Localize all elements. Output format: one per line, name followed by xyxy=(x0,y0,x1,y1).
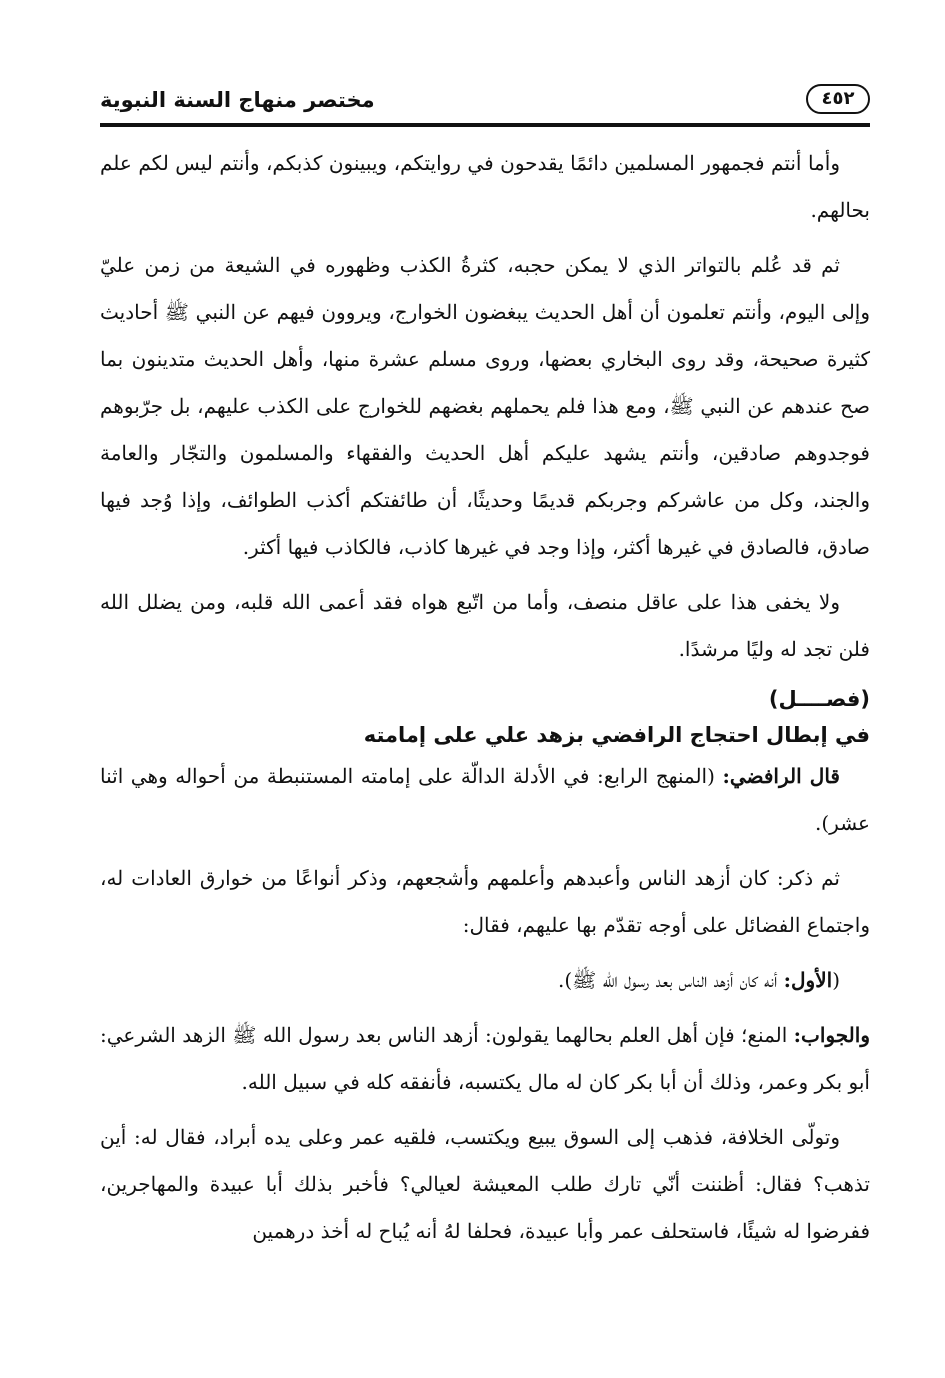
paragraph xyxy=(100,1012,870,1106)
paragraph xyxy=(100,957,870,1004)
point-label: الأول: xyxy=(783,968,833,992)
answer-label: والجواب: xyxy=(793,1023,870,1047)
page-header xyxy=(100,84,870,124)
paragraph: ثم قد عُلم بالتواتر الذي لا يمكن حجبه، كثرةُ الكذب وظهوره في الشيعة من زمن عليّ وإلى اليوم، وأنتم تعلمون أن أهل الحديث يبغضون الخوارج، ويروون فيهم عن النبي ﷺ أحاديث كثيرة صحيحة، وقد روى البخاري بعضها، وروى مسلم عشرة منها، وأهل الحديث متدينون بما صح عندهم عن النبي ﷺ، ومع هذا فلم يحملهم بغضهم للخوارج على الكذب عليهم، بل جرّبوهم فوجدوهم صادقين، وأنتم يشهد عليكم أهل الحديث والفقهاء والمسلمون والتجّار والعامة والجند، وكل من عاشركم وجربكم قديمًا وحديثًا، أن طائفتكم أكذب الطوائف، وإذا وُجد فيها صادق، فالصادق في غيرها أكثر، وإذا وجد في غيرها كاذب، فالكاذب فيها أكثر. xyxy=(100,253,870,559)
section-title: في إبطال احتجاج الرافضي بزهد علي على إمامته xyxy=(363,723,870,747)
paragraph: ثم ذكر: كان أزهد الناس وأعبدهم وأعلمهم وأشجعهم، وذكر أنواعًا من خوارق العادات له، واجتماع الفضائل على أوجه تقدّم بها عليهم، فقال: xyxy=(100,866,870,937)
paragraph-text: أنه كان أزهد الناس بعد رسول الله ﷺ). xyxy=(558,968,784,992)
speaker-label: قال الرافضي: xyxy=(722,764,840,788)
paragraph: وتولّى الخلافة، فذهب إلى السوق يبيع ويكتسب، فلقيه عمر وعلى يده أبراد، فقال له: أين تذهب؟ فقال: أظننت أنّي تارك طلب المعيشة لعيالي؟ فأخبر بذلك أبا عبيدة والمهاجرين، ففرضوا له شيئًا، فاستحلف عمر وأبا عبيدة، فحلفا لهُ أنه يُباح له أخذ درهمين xyxy=(100,1125,870,1243)
paragraph-text: المنع؛ فإن أهل العلم بحالهما يقولون: أزهد الناس بعد رسول الله ﷺ الزهد الشرعي: أبو بكر وعمر، وذلك أن أبا بكر كان له مال يكتسبه، فأنفقه كله في سبيل الله. xyxy=(99,1023,870,1094)
header-divider xyxy=(100,123,870,127)
paragraph: وأما أنتم فجمهور المسلمين دائمًا يقدحون في روايتكم، ويبينون كذبكم، وأنتم ليس لكم علم بحالهم. xyxy=(100,151,870,222)
paragraph: ولا يخفى هذا على عاقل منصف، وأما من اتّبع هواه فقد أعمى الله قلبه، ومن يضلل الله فلن تجد له وليًا مرشدًا. xyxy=(100,590,870,661)
book-title: مختصر منهاج السنة النبوية xyxy=(100,88,375,112)
page-body xyxy=(100,140,870,1263)
section-label: (فصــــل) xyxy=(768,687,870,711)
open-paren: ( xyxy=(832,968,840,992)
page-number-badge: ٤٥٢ xyxy=(806,84,870,114)
paragraph xyxy=(100,753,870,847)
paragraph-text: (المنهج الرابع: في الأدلة الدالّة على إمامته المستنبطة من أحواله وهي اثنا عشر). xyxy=(100,764,870,835)
